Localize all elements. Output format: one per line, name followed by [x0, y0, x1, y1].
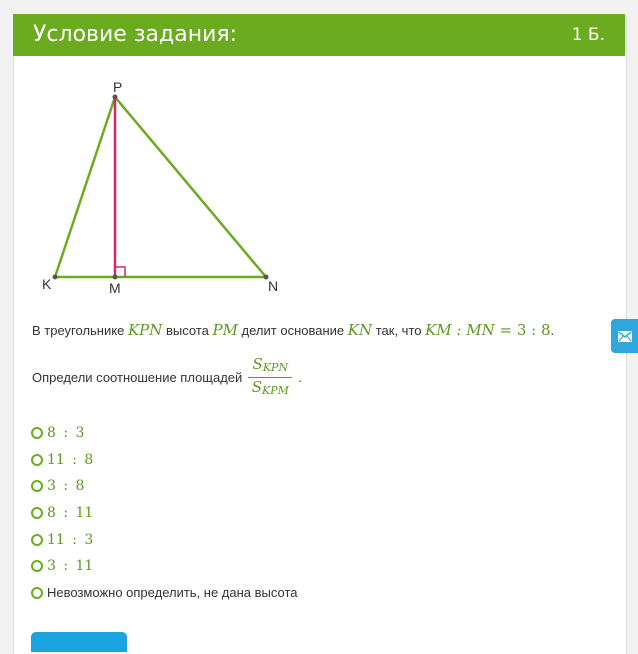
statement-period: .	[550, 323, 555, 338]
area-ratio-fraction	[248, 356, 292, 399]
label-p: P	[113, 79, 123, 95]
option-label: 3 : 11	[47, 558, 94, 575]
ratio-value: 3 : 8	[516, 321, 551, 339]
radio-icon[interactable]	[31, 454, 43, 466]
triangle-figure	[30, 70, 300, 300]
feedback-button[interactable]	[611, 319, 638, 353]
option-label: 11 : 8	[47, 451, 94, 468]
ratio-left: KM : MN	[425, 321, 495, 339]
fraction-denominator	[252, 379, 289, 399]
vertex-k	[53, 275, 58, 280]
option-2[interactable]	[31, 447, 298, 474]
radio-icon[interactable]	[31, 480, 43, 492]
problem-statement	[32, 321, 554, 339]
label-n: N	[268, 278, 279, 294]
label-m: M	[109, 280, 121, 296]
statement-text-2: высота	[162, 323, 213, 338]
statement-text-4: так, что	[372, 323, 426, 338]
fraction-numerator	[253, 356, 289, 376]
option-label: 8 : 11	[47, 505, 94, 522]
radio-icon[interactable]	[31, 587, 43, 599]
answer-options	[31, 420, 298, 606]
height-name: PM	[212, 321, 238, 339]
vertex-m	[113, 275, 118, 280]
question-text: Определи соотношение площадей	[32, 370, 243, 385]
radio-icon[interactable]	[31, 560, 43, 572]
vertex-p	[113, 95, 118, 100]
denominator-sub: KPM	[262, 384, 289, 397]
option-4[interactable]	[31, 500, 298, 527]
radio-icon[interactable]	[31, 507, 43, 519]
equals-sign: =	[494, 321, 517, 339]
statement-text-3: делит основание	[237, 323, 348, 338]
option-label: 11 : 3	[47, 531, 94, 548]
triangle-kpn	[55, 97, 266, 277]
task-points: 1 Б.	[571, 25, 605, 45]
task-title: Условие задания:	[33, 22, 238, 47]
statement-text-1: В треугольнике	[32, 323, 128, 338]
option-label: 8 : 3	[47, 425, 85, 442]
triangle-name: KPN	[127, 321, 163, 339]
numerator-s: S	[252, 355, 263, 373]
radio-icon[interactable]	[31, 534, 43, 546]
label-k: K	[42, 276, 52, 292]
denominator-s: S	[251, 378, 262, 396]
option-5[interactable]	[31, 526, 298, 553]
question-period: .	[298, 370, 302, 385]
mail-icon	[618, 331, 632, 342]
numerator-sub: KPN	[262, 361, 289, 374]
radio-icon[interactable]	[31, 427, 43, 439]
option-label: Невозможно определить, не дана высота	[47, 585, 298, 601]
submit-answer-button[interactable]	[31, 632, 127, 652]
option-6[interactable]	[31, 553, 298, 580]
task-header	[13, 14, 625, 56]
option-label: 3 : 8	[47, 478, 85, 495]
base-name: KN	[347, 321, 373, 339]
question-statement	[32, 356, 302, 399]
option-1[interactable]	[31, 420, 298, 447]
option-3[interactable]	[31, 473, 298, 500]
option-7[interactable]	[31, 580, 298, 607]
